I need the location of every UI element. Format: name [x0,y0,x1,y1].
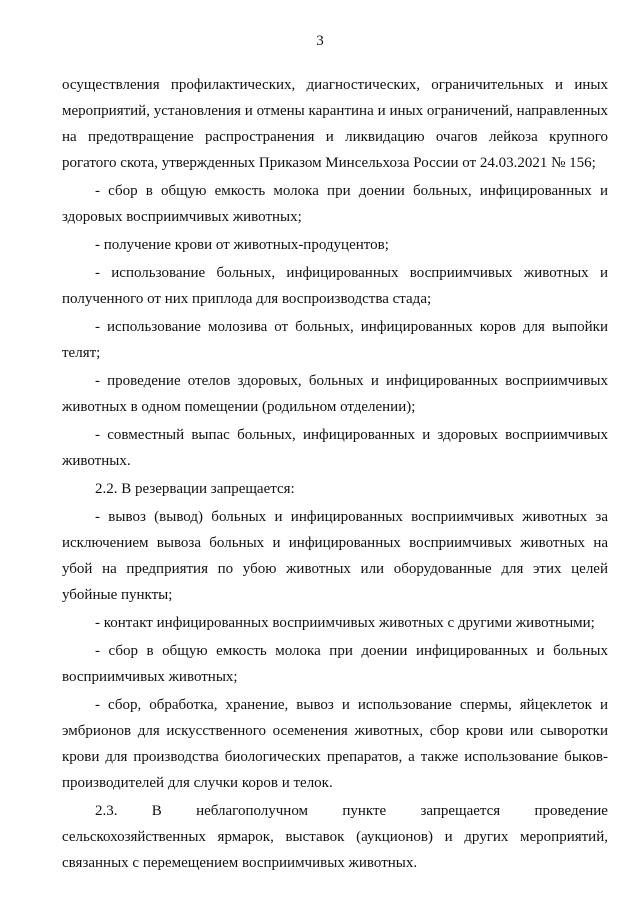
list-item-contact: - контакт инфицированных восприимчивых животных с другими животными; [95,615,595,631]
section-2-3-first-line [62,798,608,824]
list-item-milk-collection: - сбор в общую емкость молока при доении больных, инфицированных и здоровых восприимчивых животных; [62,183,608,225]
list-item-calving: - проведение отелов здоровых, больных и инфицированных восприимчивых животных в одном помещении (родильном отделении); [62,373,608,415]
list-item-removal: - вывоз (вывод) больных и инфицированных восприимчивых животных за исключением вывоза больных и инфицированных восприимчивых животных на убой на предприятия по убою животных или оборудованные для этих целей убойные пункты; [62,509,608,603]
list-item-sperm-embryos: - сбор, обработка, хранение, вывоз и использование спермы, яйцеклеток и эмбрионов для искусственного осеменения животных, сбор крови или сыворотки крови для производства биологических препаратов, а также использование быков-производителей для случки коров и телок. [62,697,608,791]
section-2-3-continuation: сельскохозяйственных ярмарок, выставок (аукционов) и других мероприятий, связанных с перемещением восприимчивых животных. [62,829,608,871]
document-body [62,72,608,876]
section-2-3-word: 2.3. [95,803,118,819]
paragraph-continuation: осуществления профилактических, диагностических, ограничительных и иных мероприятий, установления и отмены карантина и иных ограничений, направленных на предотвращение распространения и ликвидацию очагов лейкоза крупного рогатого скота, утвержденных Приказом Минсельхоза России от 24.03.2021 № 156; [62,77,608,171]
page-number: 3 [316,33,324,49]
list-item-blood-collection: - получение крови от животных-продуцентов; [95,237,389,253]
section-2-2-heading: 2.2. В резервации запрещается: [95,481,295,497]
section-2-3-word: запрещается [420,803,501,819]
section-2-3-word: неблагополучном [196,803,309,819]
section-2-3-word: пункте [342,803,387,819]
section-2-3-word: проведение [534,803,608,819]
list-item-grazing: - совместный выпас больных, инфицированных и здоровых восприимчивых животных. [62,427,608,469]
section-2-3-word: В [151,803,162,819]
list-item-breeding-use: - использование больных, инфицированных восприимчивых животных и полученного от них приплода для воспроизводства стада; [62,265,608,307]
list-item-milk-collection-reservation: - сбор в общую емкость молока при доении инфицированных и больных восприимчивых животных; [62,643,608,685]
list-item-colostrum: - использование молозива от больных, инфицированных коров для выпойки телят; [62,319,608,361]
